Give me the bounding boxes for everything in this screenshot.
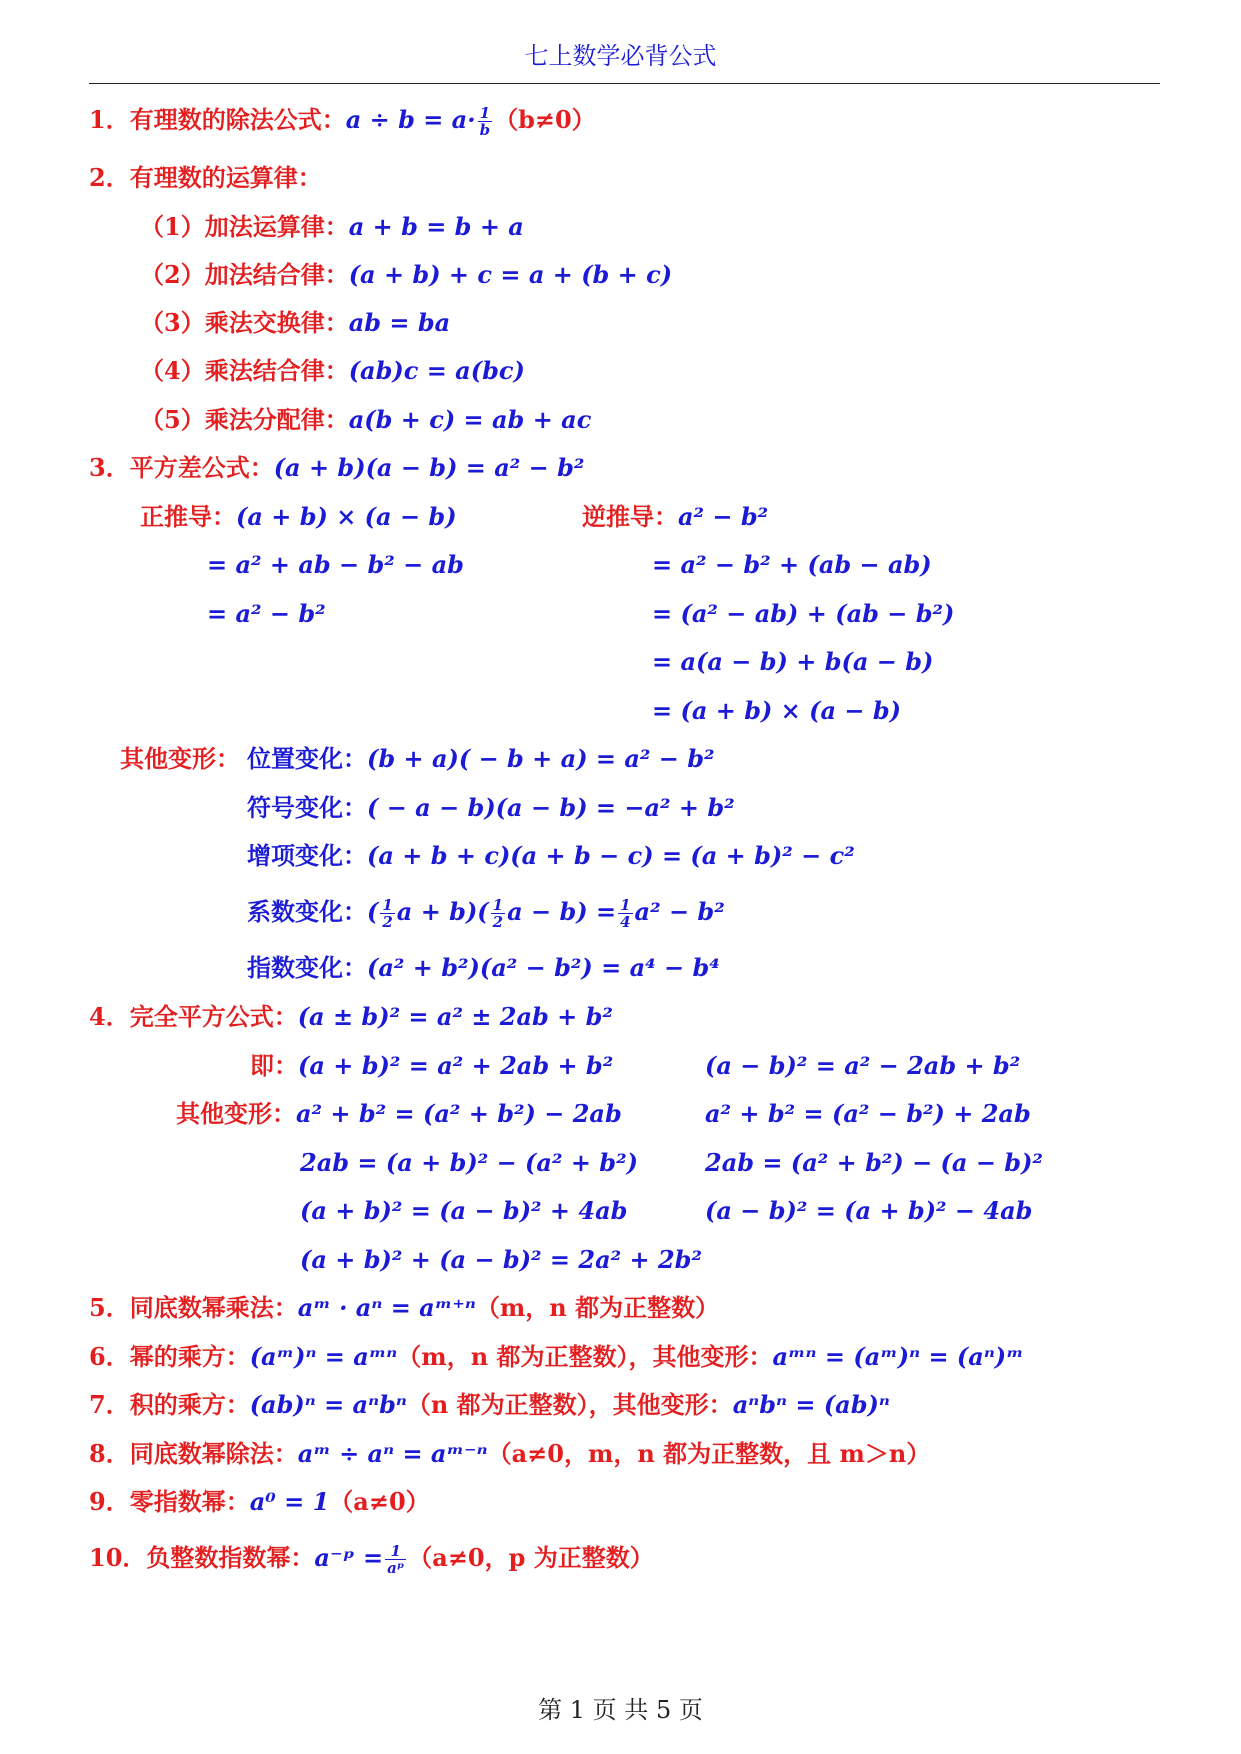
formula-4-ji: [250, 1050, 613, 1082]
formula-1-note: （b≠0）: [494, 105, 596, 134]
variant-exponent-expr: (a² + b²)(a² − b²) = a⁴ − b⁴: [367, 953, 720, 982]
forward-step-2: = a² − b²: [207, 599, 326, 628]
fraction-denominator: b: [479, 121, 491, 139]
formula-6-variant: aᵐⁿ = (aᵐ)ⁿ = (aⁿ)ᵐ: [772, 1342, 1024, 1371]
rule-3-expr: ab = ba: [348, 308, 451, 337]
formula-4-other-3-left: (a + b)² = (a − b)² + 4ab: [300, 1196, 628, 1225]
variant-coefficient-part: a² − b²: [634, 897, 725, 926]
formula-8-note: （a≠0，m，n 都为正整数，且 m＞n）: [487, 1439, 931, 1468]
formula-4-other-3-right: (a − b)² = (a + b)² − 4ab: [705, 1196, 1033, 1225]
fraction-numerator: 1: [382, 896, 393, 914]
formula-4-ji-left: (a + b)² = a² + 2ab + b²: [298, 1051, 614, 1080]
formula-10-label: 10．负整数指数幂：: [89, 1543, 315, 1572]
fraction-numerator: 1: [492, 896, 504, 914]
formula-4-other-1-right: a² + b² = (a² − b²) + 2ab: [705, 1099, 1031, 1128]
reverse-step-2: = (a² − ab) + (ab − b²): [652, 599, 955, 628]
formula-10-fraction: [385, 1543, 406, 1576]
forward-step-1: = a² + ab − b² − ab: [207, 550, 464, 579]
formula-7-expr: (ab)ⁿ = aⁿbⁿ: [249, 1390, 407, 1419]
reverse-derivation-expr: a² − b²: [678, 502, 769, 531]
fraction-numerator: 1: [478, 105, 493, 122]
formula-6: [89, 1341, 1024, 1373]
formula-4-other-4: (a + b)² + (a − b)² = 2a² + 2b²: [300, 1245, 702, 1274]
variant-sign-expr: ( − a − b)(a − b) = −a² + b²: [367, 793, 735, 822]
formula-7: [89, 1389, 890, 1421]
formula-6-expr: (aᵐ)ⁿ = aᵐⁿ: [249, 1342, 398, 1371]
rule-4-expr: (ab)c = a(bc): [348, 356, 525, 385]
formula-4-ji-label: 即：: [250, 1051, 298, 1080]
rule-3: [140, 307, 450, 339]
variant-term-expr: (a + b + c)(a + b − c) = (a + b)² − c²: [367, 841, 855, 870]
formula-7-variant: aⁿbⁿ = (ab)ⁿ: [732, 1390, 890, 1419]
variant-exponent-label: 指数变化：: [247, 953, 367, 982]
formula-5-note: （m，n 都为正整数）: [475, 1293, 720, 1322]
variant-sign-label: 符号变化：: [247, 793, 367, 822]
formula-5: [89, 1292, 719, 1324]
formula-5-expr: aᵐ · aⁿ = aᵐ⁺ⁿ: [297, 1293, 476, 1322]
fraction-numerator: 1: [620, 896, 631, 914]
reverse-step-4: = (a + b) × (a − b): [652, 696, 902, 725]
variant-term-label: 增项变化：: [247, 841, 367, 870]
formula-8-expr: aᵐ ÷ aⁿ = aᵐ⁻ⁿ: [297, 1439, 488, 1468]
rule-1: [140, 211, 524, 243]
formula-4-ji-right: (a − b)² = a² − 2ab + b²: [705, 1051, 1021, 1080]
reverse-step-3: = a(a − b) + b(a − b): [652, 647, 934, 676]
formula-4-other-1-left: a² + b² = (a² + b²) − 2ab: [296, 1099, 622, 1128]
variant-exponent: [247, 952, 720, 984]
formula-1-expr: a ÷ b = a·: [345, 105, 476, 134]
forward-derivation: [140, 501, 457, 533]
variant-sign: [247, 792, 735, 824]
rule-2-label: （2）加法结合律：: [140, 260, 349, 289]
formula-10-note: （a≠0，p 为正整数）: [408, 1543, 654, 1572]
forward-derivation-label: 正推导：: [140, 502, 236, 531]
formula-1-label: 1．有理数的除法公式：: [89, 105, 346, 134]
variant-coefficient-part: a − b) =: [507, 897, 617, 926]
rule-5-expr: a(b + c) = ab + ac: [348, 405, 592, 434]
formula-4-other-2-left: 2ab = (a + b)² − (a² + b²): [300, 1148, 638, 1177]
fraction-numerator: 1: [385, 1543, 406, 1560]
rule-1-label: （1）加法运算律：: [140, 212, 349, 241]
formula-4-other: [176, 1098, 622, 1130]
reverse-derivation-label: 逆推导：: [582, 502, 678, 531]
formula-7-note: （n 都为正整数），其他变形：: [406, 1390, 733, 1419]
formula-9-label: 9．零指数幂：: [89, 1487, 250, 1516]
rule-3-label: （3）乘法交换律：: [140, 308, 349, 337]
variants-label: 其他变形：: [120, 744, 240, 773]
formula-5-label: 5．同底数幂乘法：: [89, 1293, 298, 1322]
fraction-half: [380, 897, 394, 930]
formula-1: [89, 104, 596, 138]
rule-2-expr: (a + b) + c = a + (b + c): [348, 260, 673, 289]
fraction-half: [491, 897, 505, 930]
formula-3-label: 3．平方差公式：: [89, 453, 274, 482]
formula-10-expr: a⁻ᵖ =: [314, 1543, 384, 1572]
formula-6-note: （m，n 都为正整数），其他变形：: [397, 1342, 773, 1371]
header-divider: [89, 83, 1160, 84]
formula-4-other-label: 其他变形：: [176, 1099, 296, 1128]
fraction-denominator: 2: [382, 913, 393, 931]
formula-9-note: （a≠0）: [329, 1487, 430, 1516]
formula-8-label: 8．同底数幂除法：: [89, 1439, 298, 1468]
variant-coefficient-part: (: [367, 897, 379, 926]
rule-4: [140, 355, 525, 387]
formula-2-heading: 2．有理数的运算律：: [89, 163, 322, 192]
variant-position: [247, 743, 715, 775]
formula-10: [89, 1542, 654, 1576]
page-footer: 第 1 页 共 5 页: [538, 1696, 703, 1724]
rule-2: [140, 259, 672, 291]
rule-5-label: （5）乘法分配律：: [140, 405, 349, 434]
formula-4-expr: (a ± b)² = a² ± 2ab + b²: [297, 1002, 613, 1031]
page-title: 七上数学必背公式: [524, 42, 717, 70]
formula-3: [89, 452, 584, 484]
rule-5: [140, 404, 591, 436]
variant-coefficient: [247, 896, 725, 930]
formula-4-other-2-right: 2ab = (a² + b²) − (a − b)²: [705, 1148, 1043, 1177]
variant-position-label: 位置变化：: [247, 744, 367, 773]
forward-derivation-expr: (a + b) × (a − b): [236, 502, 457, 531]
variant-position-expr: (b + a)( − b + a) = a² − b²: [367, 744, 715, 773]
formula-9: [89, 1486, 430, 1518]
formula-7-label: 7．积的乘方：: [89, 1390, 250, 1419]
reverse-derivation: [582, 501, 768, 533]
formula-6-label: 6．幂的乘方：: [89, 1342, 250, 1371]
reverse-step-1: = a² − b² + (ab − ab): [652, 550, 932, 579]
variant-coefficient-label: 系数变化：: [247, 897, 367, 926]
formula-1-fraction: [478, 105, 493, 138]
fraction-denominator: aᵖ: [387, 1559, 405, 1577]
formula-4: [89, 1001, 613, 1033]
fraction-quarter: [618, 897, 632, 930]
fraction-denominator: 4: [620, 913, 631, 931]
variant-term: [247, 840, 855, 872]
formula-3-expr: (a + b)(a − b) = a² − b²: [273, 453, 585, 482]
formula-8: [89, 1438, 930, 1470]
formula-4-label: 4．完全平方公式：: [89, 1002, 298, 1031]
fraction-denominator: 2: [492, 913, 504, 931]
variant-coefficient-part: a + b)(: [396, 897, 489, 926]
rule-1-expr: a + b = b + a: [348, 212, 524, 241]
rule-4-label: （4）乘法结合律：: [140, 356, 349, 385]
formula-9-expr: a⁰ = 1: [249, 1487, 330, 1516]
